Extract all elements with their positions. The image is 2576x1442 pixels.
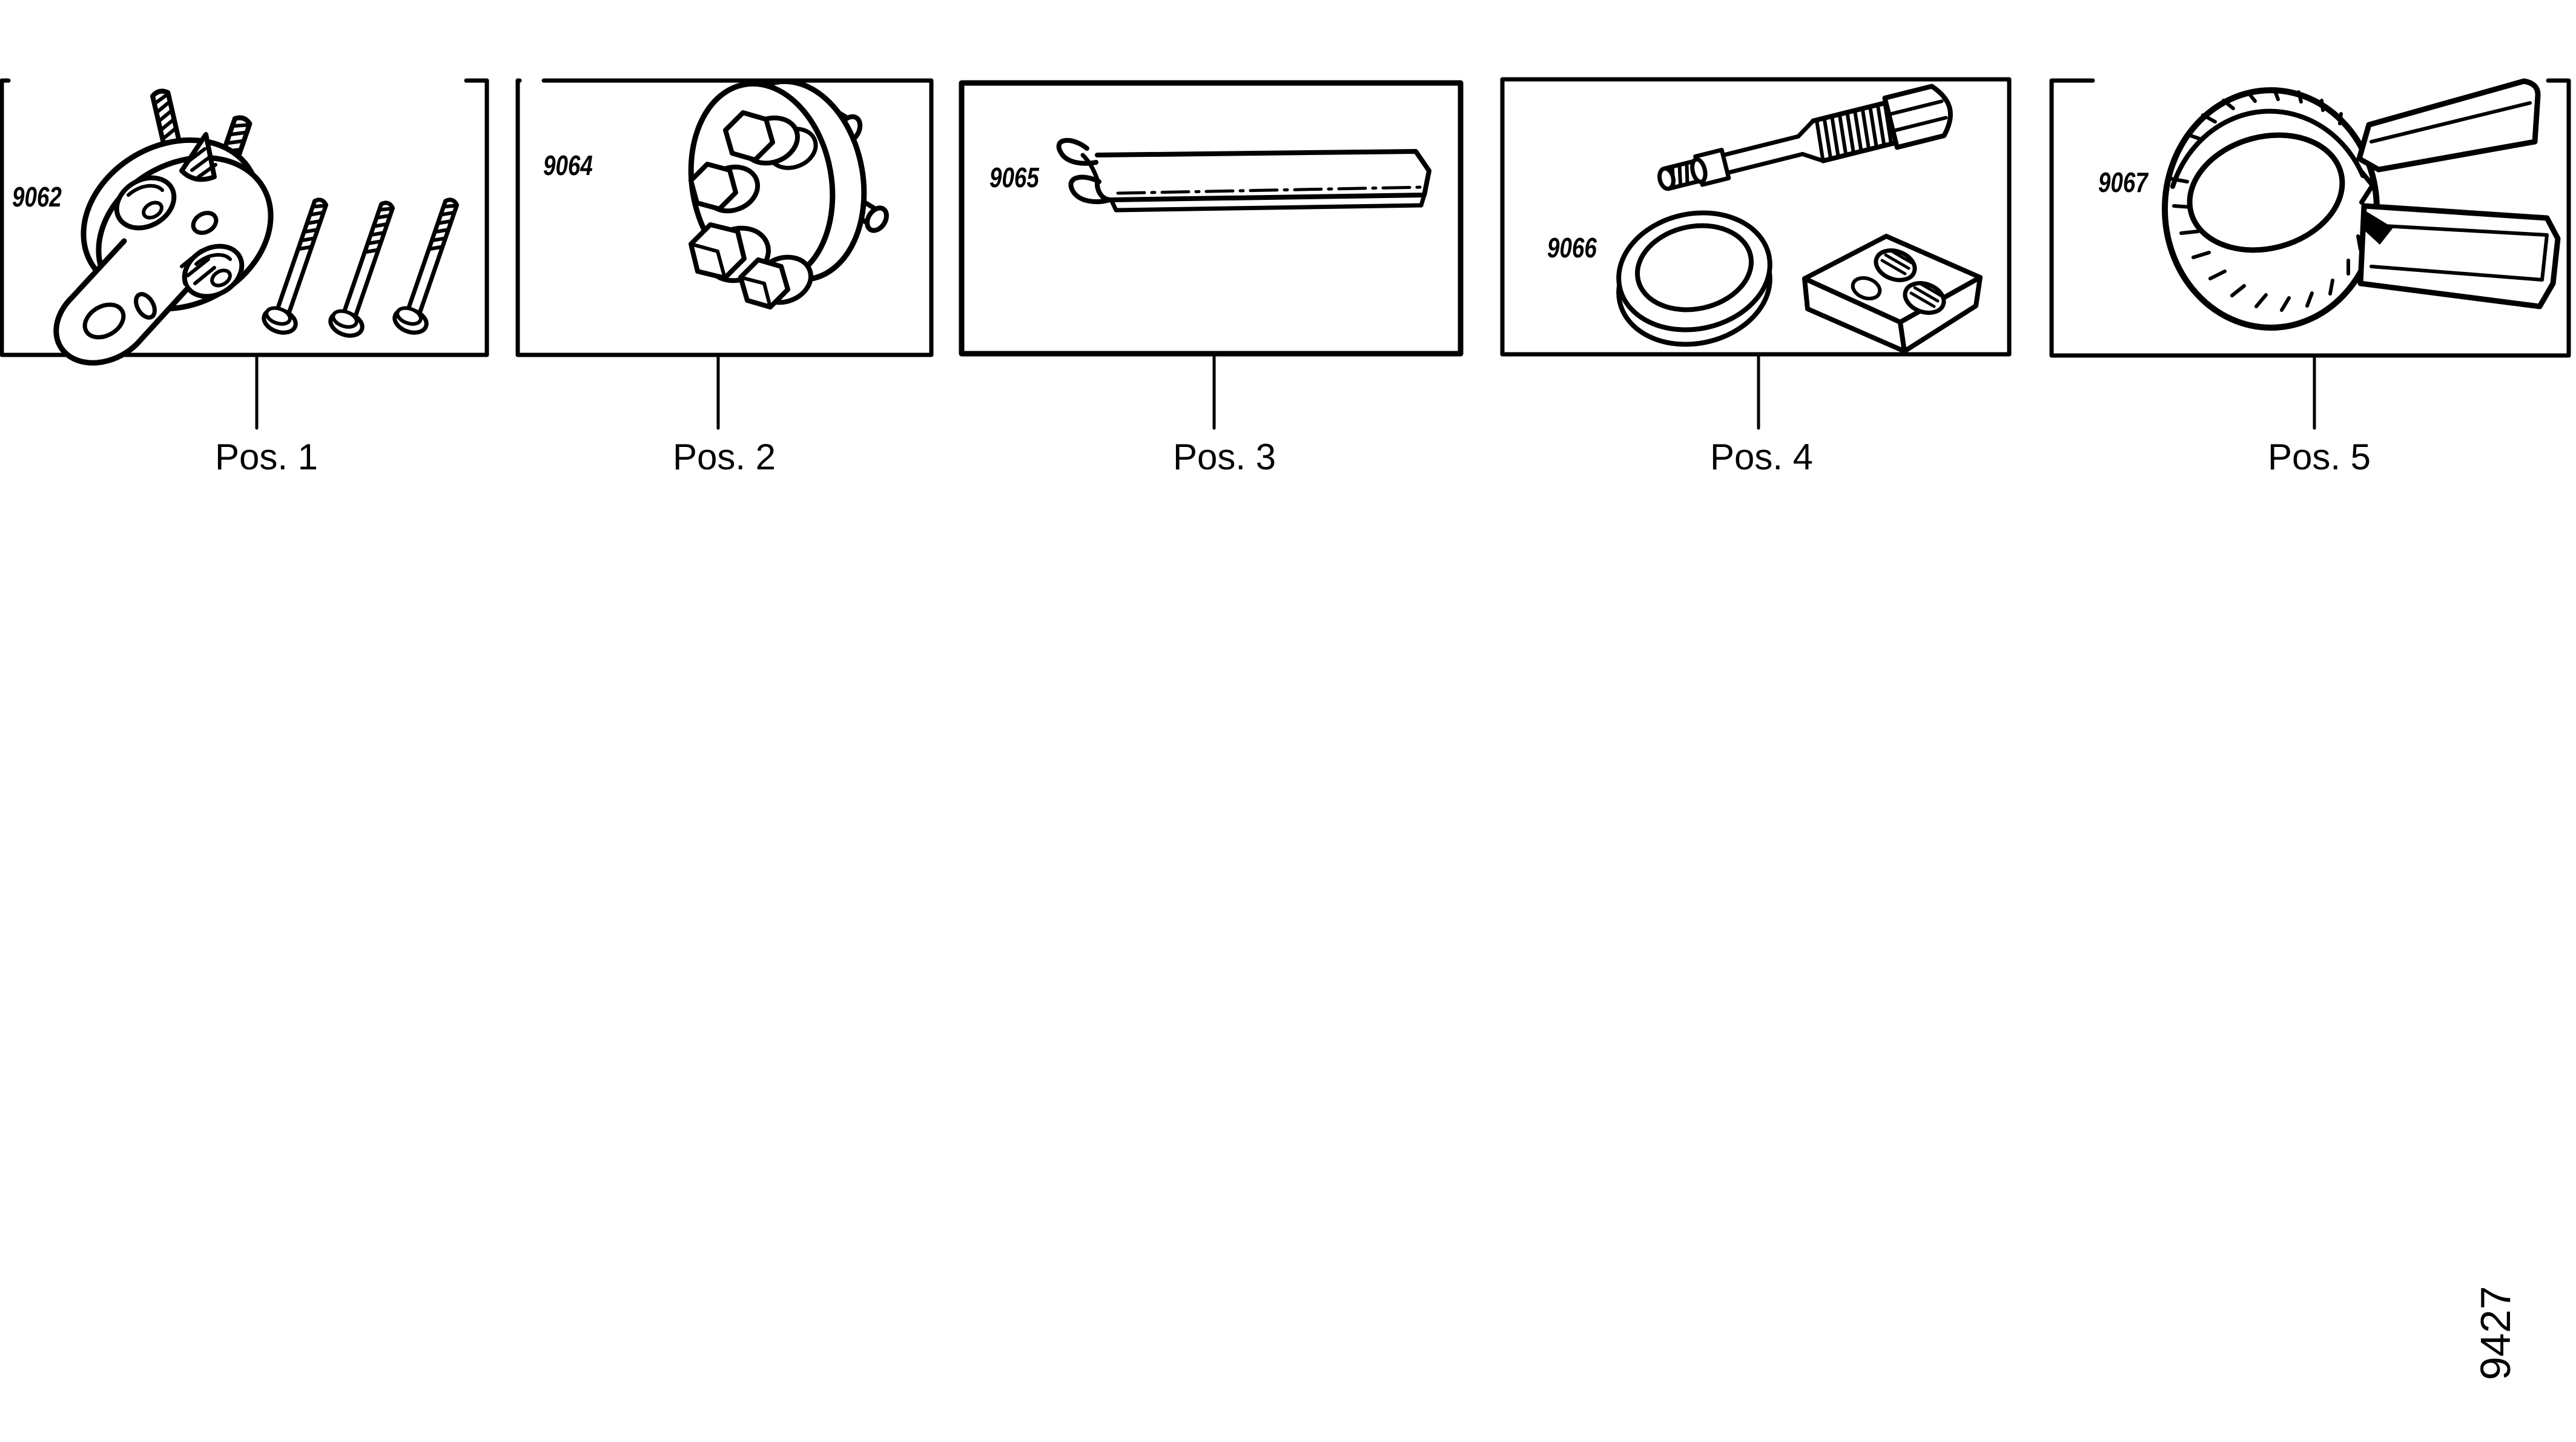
lag-screw-3 bbox=[392, 195, 468, 337]
part-number-9067: 9067 bbox=[2098, 167, 2148, 198]
hex-bolt-top bbox=[725, 113, 773, 160]
part-number-9065: 9065 bbox=[989, 162, 1039, 193]
part-9065-illustration bbox=[1059, 141, 1429, 210]
part-number-9062: 9062 bbox=[12, 181, 62, 213]
part-number-9064: 9064 bbox=[543, 150, 593, 181]
part-number-9066: 9066 bbox=[1547, 232, 1597, 263]
part-9062-illustration bbox=[56, 90, 467, 363]
threaded-spindle bbox=[1654, 84, 1956, 205]
center-dash-line bbox=[1118, 187, 1423, 193]
part-9064-illustration bbox=[676, 70, 890, 310]
position-label-4: Pos. 4 bbox=[1709, 437, 1814, 477]
position-label-2: Pos. 2 bbox=[672, 437, 776, 477]
position-label-3: Pos. 3 bbox=[1172, 437, 1276, 477]
position-leader-lines bbox=[257, 357, 2314, 428]
part-9067-illustration bbox=[2165, 81, 2558, 328]
figure-number: 9427 bbox=[2472, 1286, 2519, 1380]
position-label-5: Pos. 5 bbox=[2267, 437, 2371, 477]
clamp-lower-arm bbox=[2360, 206, 2558, 306]
panel-3-frame bbox=[962, 83, 1461, 354]
lag-screw-2 bbox=[328, 198, 404, 340]
part-9066-illustration bbox=[1608, 84, 1980, 358]
hex-bolt-middle bbox=[691, 164, 736, 209]
position-label-1: Pos. 1 bbox=[214, 437, 319, 477]
clamp-upper-arm bbox=[2359, 81, 2538, 170]
